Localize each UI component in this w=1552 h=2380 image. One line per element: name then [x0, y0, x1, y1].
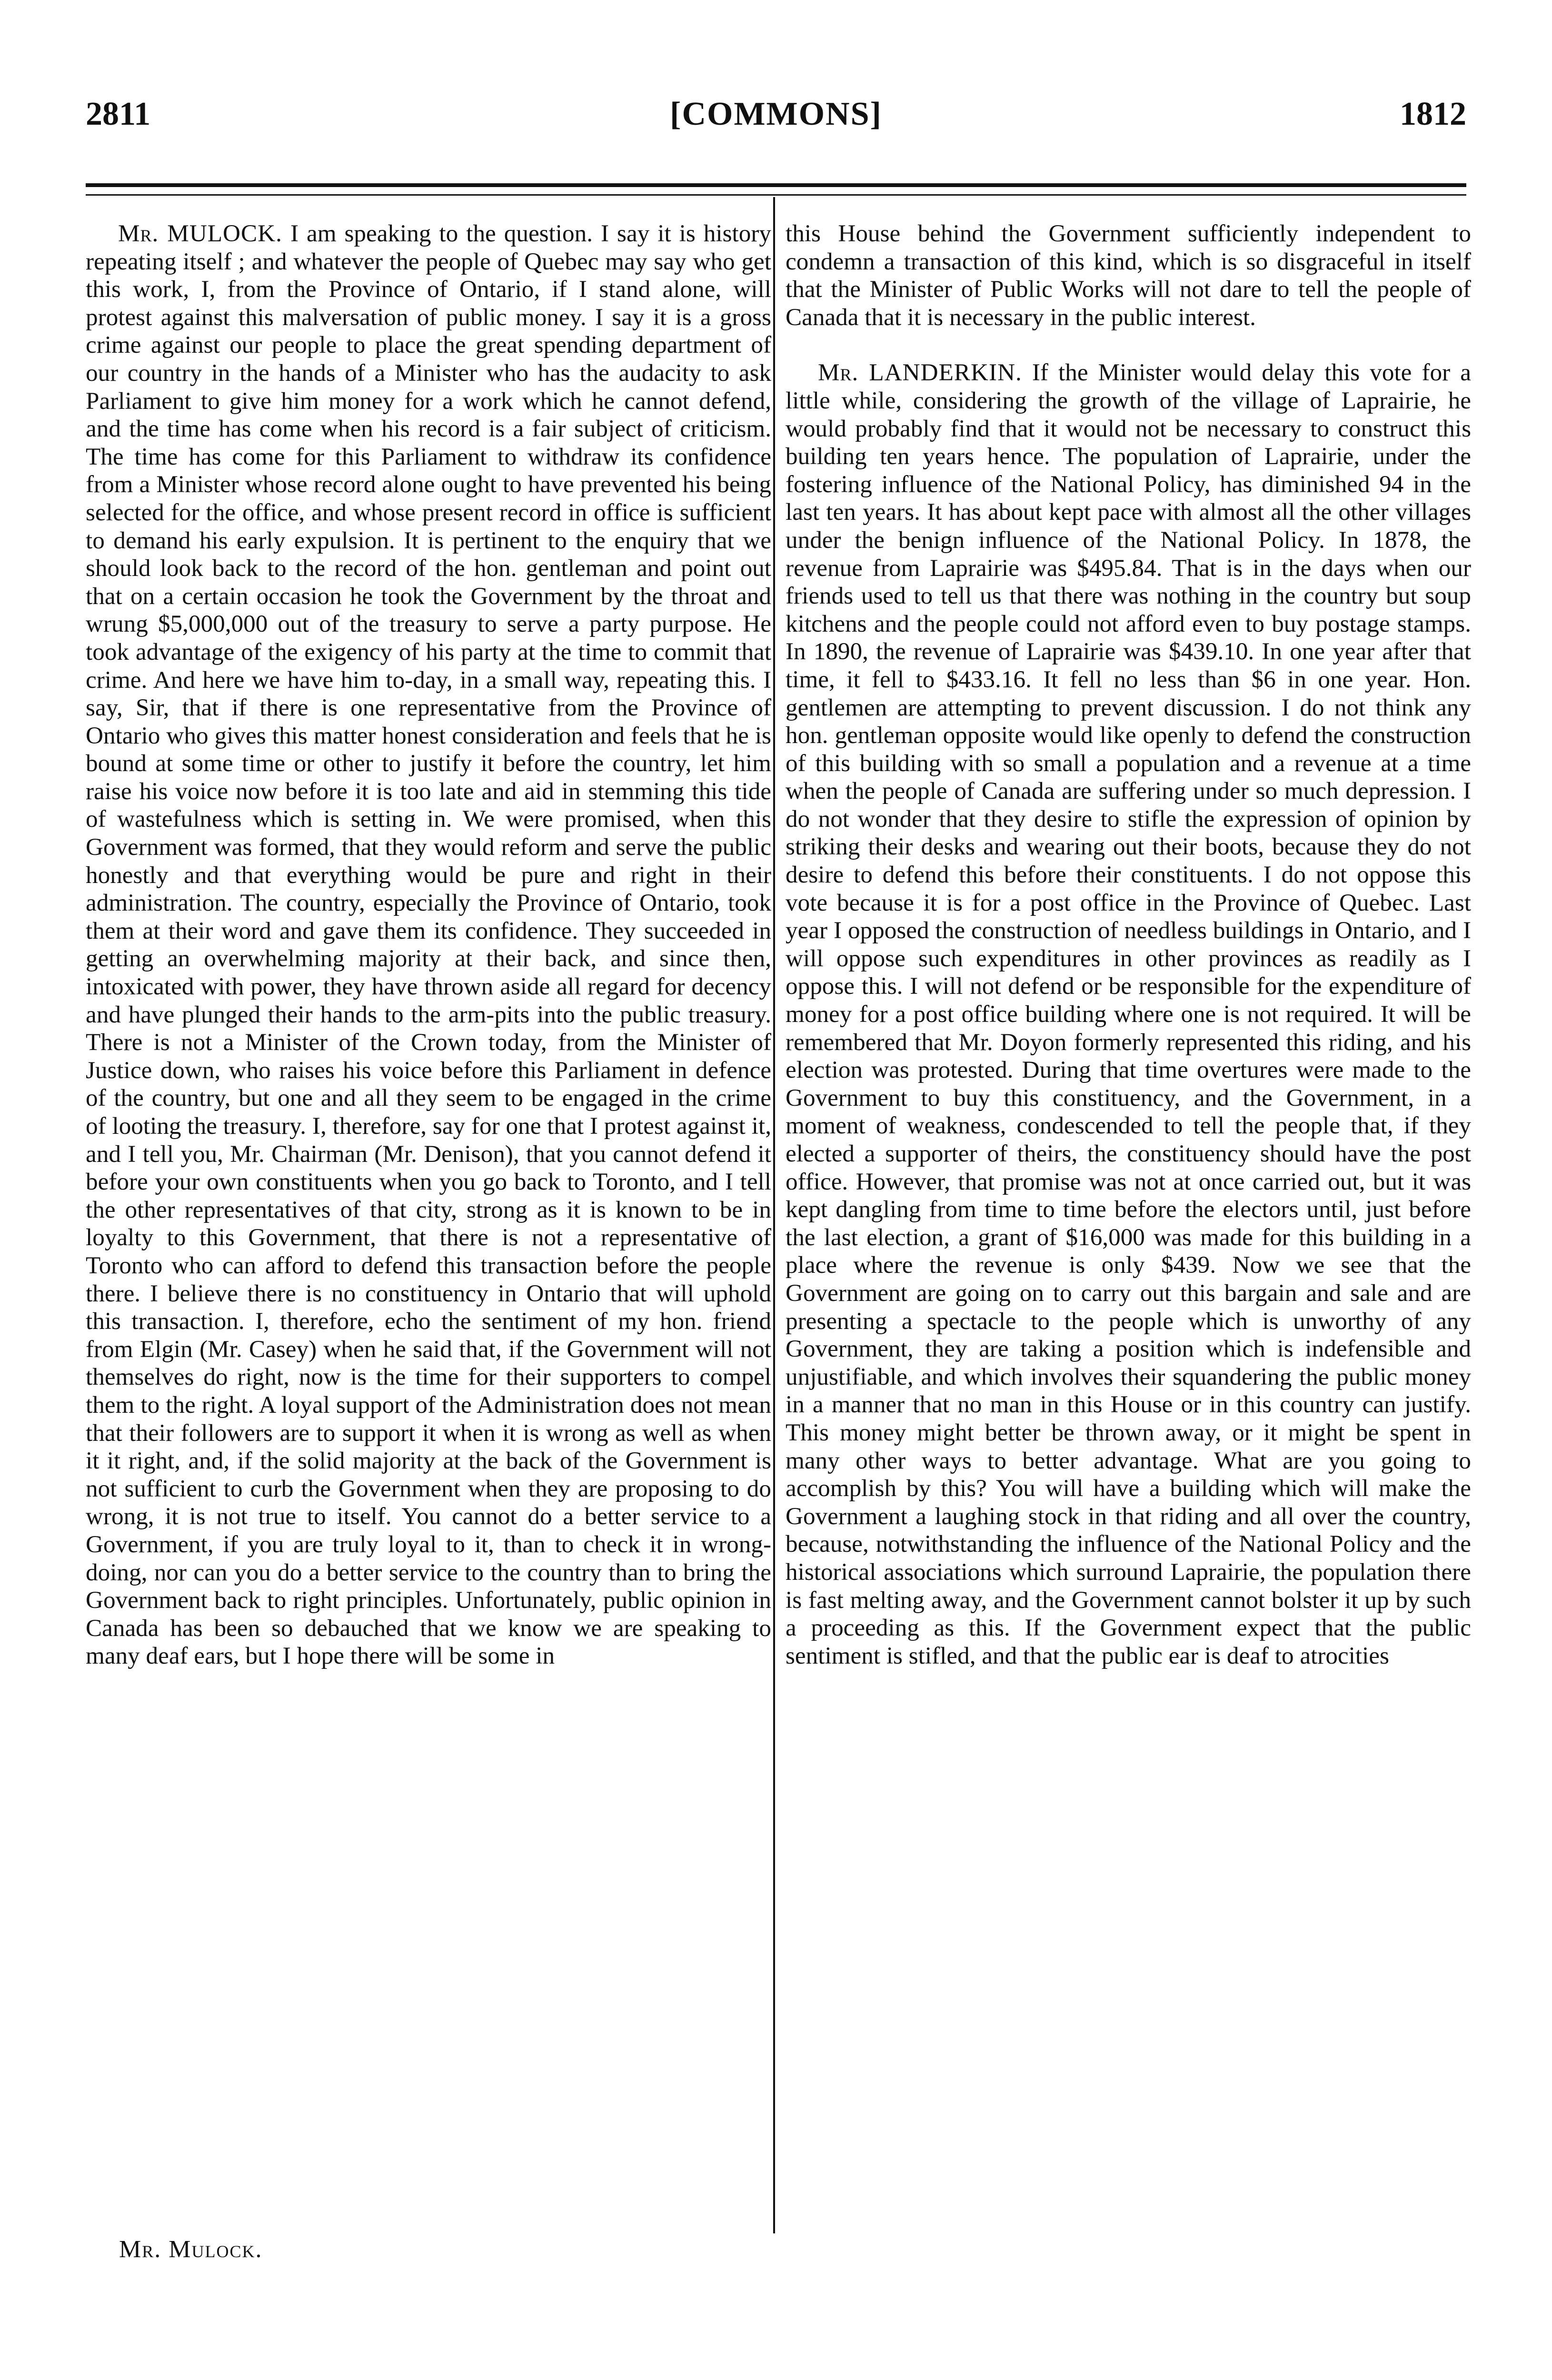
- speech-text: If the Minister would delay this vote for a little while, considering the growth of the village of Laprairie, he would probably find that it would not be necessary to construct this building ten years hence. The population of Laprairie, under the fostering influence of the National Policy, has diminished 94 in the last ten years. It has about kept pace with almost all the other villages under the benign influence of the National Policy. In 1878, the revenue from Laprairie was $495.84. That is in the days when our friends used to tell us that there was nothing in the country but soup kitchens and the people could not afford even to buy postage stamps. In 1890, the revenue of Laprairie was $439.10. In one year after that time, it fell to $433.16. It fell no less than $6 in one year. Hon. gentlemen are attempting to prevent discussion. I do not think any hon. gentleman opposite would like openly to defend the construction of this building with so small a population and a revenue at a time when the people of Canada are suffering under so much depression. I do not wonder that they desire to stifle the expression of opinion by striking their desks and wearing out their boots, because they do not desire to defend this before their constituents. I do not oppose this vote because it is for a post office in the Province of Quebec. Last year I opposed the construction of needless buildings in Ontario, and I will oppose such expenditures in other provinces as readily as I oppose this. I will not defend or be responsible for the expenditure of money for a post office building where one is not required. It will be remembered that Mr. Doyon formerly represented this riding, and his election was protested. During that time overtures were made to the Government to buy this constituency, and the Government, in a moment of weakness, condescended to tell the people that, if they elected a supporter of theirs, the constituency should have the post office. However, that promise was not at once carried out, but it was kept dangling from time to time before the electors until, just before the last election, a grant of $16,000 was made for this building in a place where the revenue is only $439. Now we see that the Government are going on to carry out this bargain and sale and are presenting a spectacle to the people which is unworthy of any Government, they are taking a position which is indefensible and unjustifiable, and which involves their squandering the public money in a manner that no man in this House or in this country can justify. This money might better be thrown away, or it might be spent in many other ways to better advantage. What are you going to accomplish by this? You will have a building which will make the Government a laughing stock in that riding and all over the country, because, notwithstanding the influence of the National Policy and the historical associations which surround Laprairie, the population there is fast melting away, and the Government cannot bolster it up by such a proceeding as this. If the Government expect that the public sentiment is stifled, and that the public ear is deaf to atrocities: [786, 359, 1471, 1669]
- header-rule-thick: [86, 183, 1466, 187]
- speaker-name: Mr. LANDERKIN.: [818, 359, 1022, 387]
- speech-text: I am speaking to the question. I say it is history repeating itself ; and whatever the people of Quebec may say who get this work, I, from the Province of Ontario, if I stand alone, will protest against this malversation of public money. I say it is a gross crime against our people to place the great spending department of our country in the hands of a Minister who has the audacity to ask Parliament to give him money for a work which he cannot defend, and the time has come when his record is a fair subject of criticism. The time has come for this Parliament to withdraw its confidence from a Minister whose record alone ought to have prevented his being selected for the office, and whose present record in office is sufficient to demand his early expulsion. It is pertinent to the enquiry that we should look back to the record of the hon. gentleman and point out that on a certain occasion he took the Government by the throat and wrung $5,000,000 out of the treasury to serve a party purpose. He took advantage of the exigency of his party at the time to commit that crime. And here we have him to-day, in a small way, repeating this. I say, Sir, that if there is one representative from the Province of Ontario who gives this matter honest consideration and feels that he is bound at some time or other to justify it before the country, let him raise his voice now before it is too late and aid in stemming this tide of wastefulness which is setting in. We were promised, when this Government was formed, that they would reform and serve the public honestly and that everything would be pure and right in their administration. The country, especially the Province of Ontario, took them at their word and gave them its confidence. They succeeded in getting an overwhelming majority at their back, and since then, intoxicated with power, they have thrown aside all regard for decency and have plunged their hands to the arm-pits into the public treasury. There is not a Minister of the Crown today, from the Minister of Justice down, who raises his voice before this Parliament in defence of the country, but one and all they seem to be engaged in the crime of looting the treasury. I, therefore, say for one that I protest against it, and I tell you, Mr. Chairman (Mr. Denison), that you cannot defend it before your own constituents when you go back to Toronto, and I tell the other representatives of that city, strong as it is known to be in loyalty to this Government, that there is not a representative of Toronto who can afford to defend this transaction before the people there. I believe there is no constituency in Ontario that will uphold this transaction. I, therefore, echo the sentiment of my hon. friend from Elgin (Mr. Casey) when he said that, if the Government will not themselves do right, now is the time for their supporters to compel them to the right. A loyal support of the Administration does not mean that their followers are to support it when it is wrong as well as when it it right, and, if the solid majority at the back of the Government is not sufficient to curb the Government when they are proposing to do wrong, it is not true to itself. You cannot do a better service to a Government, if you are truly loyal to it, than to check it in wrong-doing, nor can you do a better service to the country than to bring the Government back to right principles. Unfortunately, public opinion in Canada has been so debauched that we know we are speaking to many deaf ears, but I hope there will be some in: [86, 220, 772, 1670]
- page-number-right: 1812: [1400, 96, 1466, 132]
- right-column: [786, 220, 1471, 1670]
- continued-speech: this House behind the Government sufficiently independent to condemn a transaction of this kind, which is so disgraceful in itself that the Minister of Public Works will not dare to tell the people of Canada that it is necessary in the public interest.: [786, 220, 1471, 331]
- column-divider: [773, 197, 775, 2233]
- speaker-name: Mr. MULOCK.: [118, 220, 282, 247]
- landerkin-speech: [786, 359, 1471, 1670]
- left-column: [86, 220, 771, 1670]
- page-number-left: 2811: [86, 96, 151, 132]
- header-rule-thin: [86, 194, 1466, 196]
- running-title: [COMMONS]: [670, 96, 882, 132]
- page-header: [86, 95, 1466, 148]
- catchword: Mr. Mulock.: [119, 2236, 263, 2263]
- mulock-speech: [86, 220, 771, 1670]
